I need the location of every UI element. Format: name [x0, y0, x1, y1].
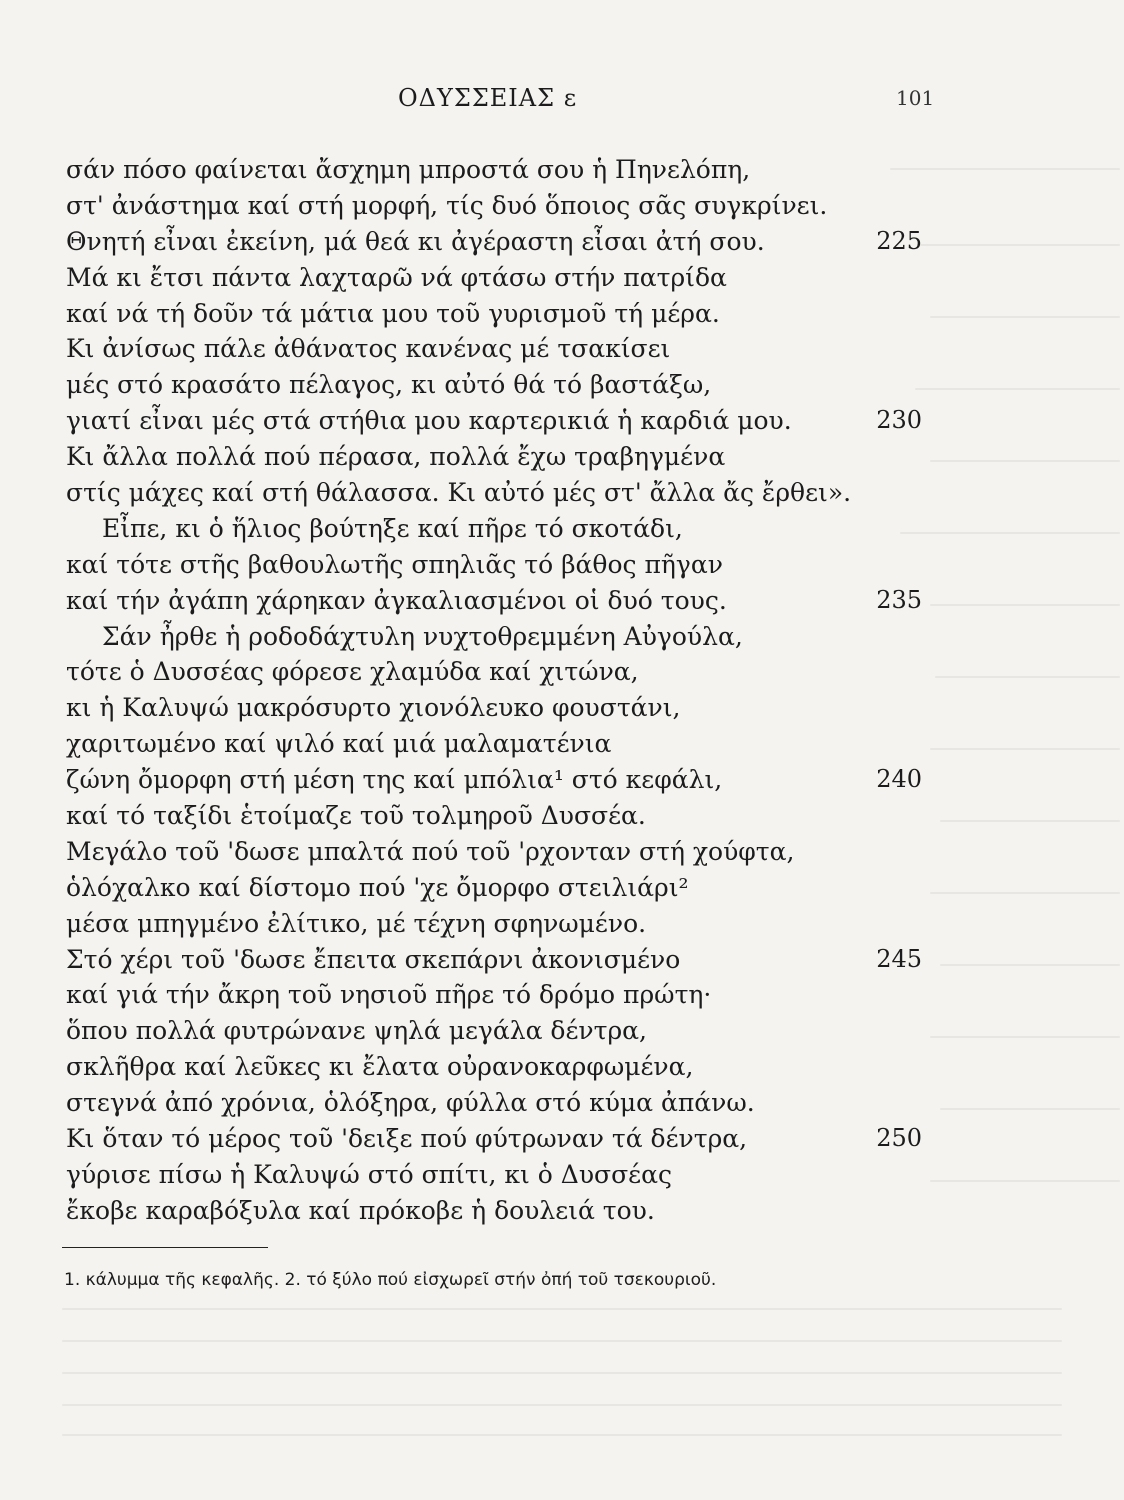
verse-line: [66, 224, 946, 260]
verse-line: [66, 583, 946, 619]
verse-text: καί νά τή δοῦν τά μάτια μου τοῦ γυρισμοῦ τή μέρα.: [66, 298, 720, 328]
verse-line: [66, 654, 946, 690]
verse-line: [66, 619, 946, 655]
line-number: 235: [876, 585, 922, 614]
verse-text: γιατί εἶναι μές στά στήθια μου καρτερικιά ἡ καρδιά μου.: [66, 406, 792, 436]
line-number: 240: [876, 765, 922, 794]
running-title: ΟΔΥΣΣΕΙΑΣ ε: [398, 84, 578, 112]
verse-line: [66, 834, 946, 870]
footnote: 1. κάλυμμα τῆς κεφαλῆς. 2. τό ξύλο πού εἰσχωρεῖ στήν ὀπή τοῦ τσεκουριοῦ.: [64, 1270, 717, 1290]
line-number: 230: [876, 406, 922, 435]
verse-text: στεγνά ἀπό χρόνια, ὁλόξηρα, φύλλα στό κύμα ἀπάνω.: [66, 1088, 755, 1118]
verse-line: [66, 1157, 946, 1193]
verse-text: τότε ὁ Δυσσέας φόρεσε χλαμύδα καί χιτώνα,: [66, 657, 639, 687]
verse-text: καί γιά τήν ἄκρη τοῦ νησιοῦ πῆρε τό δρόμο πρώτη·: [66, 980, 712, 1010]
verse-line: [66, 260, 946, 296]
verse-text: κι ἡ Καλυψώ μακρόσυρτο χιονόλευκο φουστάνι,: [66, 693, 681, 723]
verse-text: ὁλόχαλκο καί δίστομο πού 'χε ὄμορφο στειλιάρι²: [66, 872, 689, 902]
verse-text: σκλῆθρα καί λεῦκες κι ἔλατα οὐρανοκαρφωμένα,: [66, 1052, 694, 1082]
verse-line: [66, 1085, 946, 1121]
verse-text: Θνητή εἶναι ἐκείνη, μά θεά κι ἀγέραστη εἶσαι ἀτή σου.: [66, 226, 765, 256]
verse-line: [66, 331, 946, 367]
verse-text: στίς μάχες καί στή θάλασσα. Κι αὐτό μές στ' ἄλλα ἄς ἔρθει».: [66, 478, 852, 508]
verse-line: [66, 547, 946, 583]
verse-text: ἔκοβε καραβόξυλα καί πρόκοβε ἡ δουλειά του.: [66, 1195, 655, 1225]
verse-text: μές στό κρασάτο πέλαγος, κι αὐτό θά τό βαστάξω,: [66, 370, 712, 400]
verse-text: γύρισε πίσω ἡ Καλυψώ στό σπίτι, κι ὁ Δυσσέας: [66, 1159, 673, 1189]
verse-text: ὅπου πολλά φυτρώνανε ψηλά μεγάλα δέντρα,: [66, 1016, 647, 1046]
verse-text: ζώνη ὄμορφη στή μέση της καί μπόλια¹ στό κεφάλι,: [66, 765, 723, 795]
verse-block: [66, 152, 946, 1229]
verse-line: [66, 1013, 946, 1049]
verse-line: [66, 511, 946, 547]
verse-text: Κι ἀνίσως πάλε ἀθάνατος κανένας μέ τσακίσει: [66, 334, 671, 364]
verse-line: [66, 439, 946, 475]
verse-line: [66, 942, 946, 978]
verse-text: Κι ὅταν τό μέρος τοῦ 'δειξε πού φύτρωναν τά δέντρα,: [66, 1124, 748, 1154]
verse-text: καί τήν ἀγάπη χάρηκαν ἀγκαλιασμένοι οἱ δυό τους.: [66, 585, 727, 615]
line-number: 245: [876, 944, 922, 973]
page-number: 101: [896, 86, 935, 110]
verse-line: [66, 798, 946, 834]
verse-line: [66, 870, 946, 906]
verse-line: [66, 296, 946, 332]
verse-line: [66, 475, 946, 511]
verse-line: [66, 152, 946, 188]
verse-text: καί τό ταξίδι ἑτοίμαζε τοῦ τολμηροῦ Δυσσέα.: [66, 801, 646, 831]
verse-line: [66, 726, 946, 762]
verse-text: Σάν ἦρθε ἡ ροδοδάχτυλη νυχτοθρεμμένη Αὐγούλα,: [102, 621, 743, 651]
verse-text: Μεγάλο τοῦ 'δωσε μπαλτά πού τοῦ 'ρχονταν στή χούφτα,: [66, 836, 795, 866]
verse-text: Εἶπε, κι ὁ ἥλιος βούτηξε καί πῆρε τό σκοτάδι,: [102, 513, 683, 543]
verse-line: [66, 1121, 946, 1157]
line-number: 250: [876, 1124, 922, 1153]
line-number: 225: [876, 226, 922, 255]
verse-line: [66, 1193, 946, 1229]
verse-text: Κι ἄλλα πολλά πού πέρασα, πολλά ἔχω τραβηγμένα: [66, 442, 726, 472]
verse-text: σάν πόσο φαίνεται ἄσχημη μπροστά σου ἡ Πηνελόπη,: [66, 155, 751, 184]
verse-text: καί τότε στῆς βαθουλωτῆς σπηλιᾶς τό βάθος πῆγαν: [66, 549, 723, 579]
verse-text: Στό χέρι τοῦ 'δωσε ἔπειτα σκεπάρνι ἀκονισμένο: [66, 944, 681, 974]
verse-line: [66, 188, 946, 224]
verse-line: [66, 1049, 946, 1085]
verse-line: [66, 367, 946, 403]
footnote-rule: [62, 1247, 268, 1248]
verse-line: [66, 906, 946, 942]
verse-line: [66, 977, 946, 1013]
verse-text: χαριτωμένο καί ψιλό καί μιά μαλαματένια: [66, 729, 612, 759]
running-head: [0, 84, 1124, 120]
verse-line: [66, 403, 946, 439]
verse-text: στ' ἀνάστημα καί στή μορφή, τίς δυό ὅποιος σᾶς συγκρίνει.: [66, 190, 828, 220]
verse-line: [66, 690, 946, 726]
verse-line: [66, 762, 946, 798]
verse-text: Μά κι ἔτσι πάντα λαχταρῶ νά φτάσω στήν πατρίδα: [66, 262, 727, 292]
verse-text: μέσα μπηγμένο ἐλίτικο, μέ τέχνη σφηνωμένο.: [66, 908, 647, 938]
